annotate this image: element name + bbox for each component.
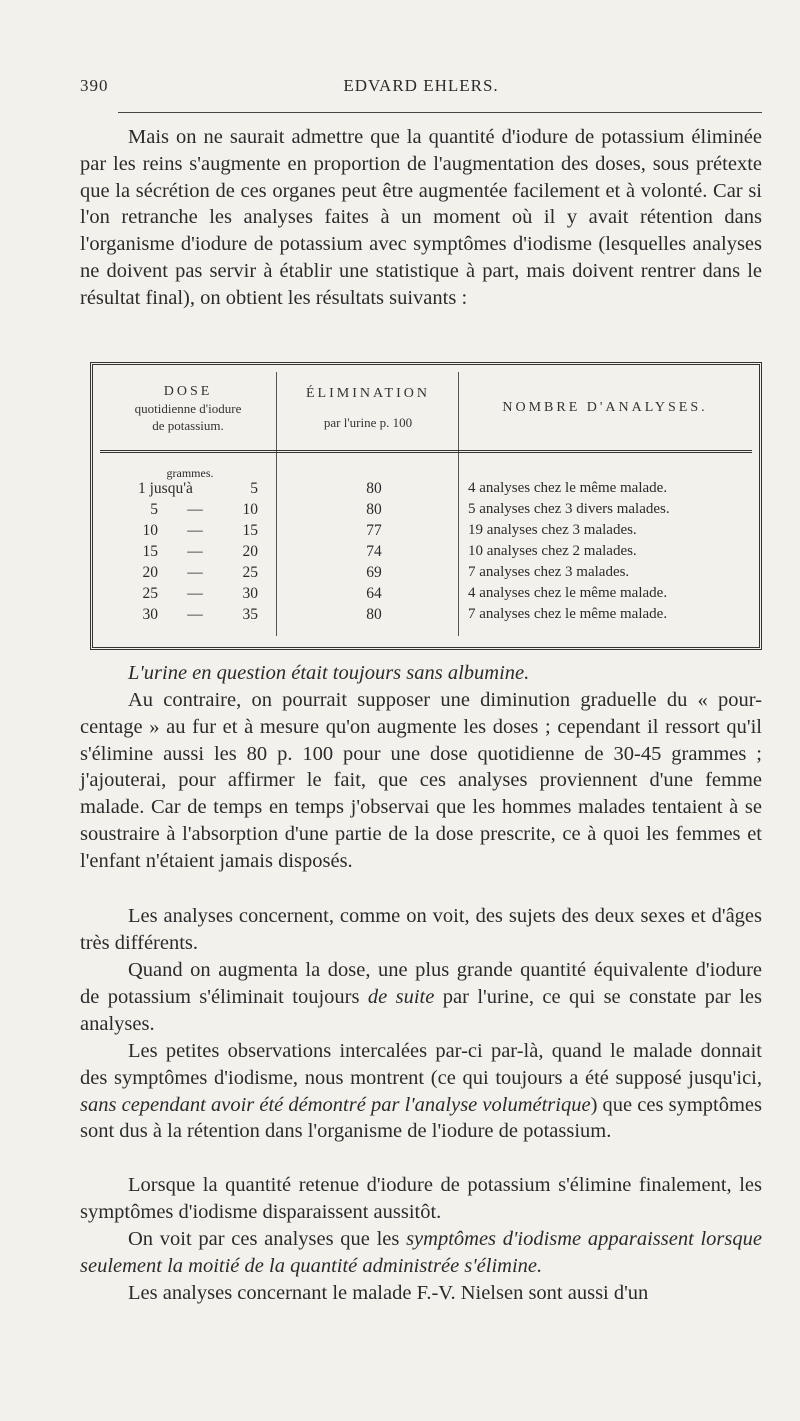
dose-to: 15	[242, 522, 258, 539]
dose-to: 10	[242, 501, 258, 518]
p5-after: ) que ces symptômes sont dus à la rétention dans l'organisme de l'iodure de potassium.	[80, 1093, 762, 1143]
table-row	[100, 564, 760, 586]
dose-dash: —	[187, 585, 203, 602]
p4-before: Quand on augmenta la dose, une plus grande quantité équivalente d'iodure de potassium s'éliminait toujours	[80, 959, 762, 1008]
paragraph-intro: Mais on ne saurait admettre que la quantité d'iodure de potassium éliminée par les reins s'augmente en proportion de l'augmentation des doses, sous prétexte que la sécrétion de ces organes peut être augmentée facilement et à volonté. Car si l'on retranche les analyses faites à un moment où il y avait rétention dans l'organisme d'iodure de potassium avec symptômes d'iodisme (lesquelles analyses ne doivent pas servir à établir une statistique à part, mais doivent rentrer dans le résultat final), on obtient les résultats suivants :	[80, 126, 762, 309]
elimination-value: 74	[366, 543, 382, 560]
analyses-count: 7 analyses chez 3 malades.	[468, 564, 630, 580]
header-elimination	[278, 386, 458, 431]
paragraph-contrary: Au contraire, on pourrait supposer une diminution graduelle du « pour-centage » au fur et à mesure qu'on augmente les doses ; cependant il ressort qu'il s'élimine aussi les 80 p. 100 pour une dose quotidienne de 30-45 grammes ; j'ajouterai, pour affirmer le fait, que ces analyses proviennent d'une femme malade. Car de temps en temps j'observai que les hommes malades tentaient à se soustraire à l'absorption d'une partie de la dose prescrite, ce à quoi les femmes et l'enfant n'étaient jamais disposés.	[80, 689, 762, 872]
header-rule	[118, 112, 762, 113]
elimination-value: 64	[366, 585, 382, 602]
analyses-count: 19 analyses chez 3 malades.	[468, 522, 637, 538]
table-row	[100, 585, 760, 607]
header-dose-title: DOSE	[163, 384, 213, 399]
header-dose-sub1: quotidienne d'iodure	[134, 401, 242, 416]
header-elimination-sub: par l'urine p. 100	[323, 415, 413, 430]
dose-from: 30	[142, 606, 158, 623]
p5-before: Les petites observations intercalées par-ci par-là, quand le malade donnait des symptômes d'iodisme, nous montrent (ce qui toujours a été supposé jusqu'ici,	[80, 1040, 762, 1089]
header-dose-sub2: de potassium.	[152, 418, 224, 433]
running-title: EDVARD EHLERS.	[343, 76, 499, 95]
paragraph-dose-increase	[80, 957, 762, 1037]
dose-dash: —	[187, 606, 203, 623]
elimination-value: 80	[366, 501, 382, 518]
table-unit: grammes.	[166, 466, 214, 480]
italic-note: L'urine en question était toujours sans albumine.	[128, 662, 530, 684]
page-header	[80, 76, 762, 102]
elimination-value: 80	[366, 480, 382, 497]
table-row	[100, 501, 760, 523]
paragraph-subjects: Les analyses concernent, comme on voit, des sujets des deux sexes et d'âges très différents.	[80, 905, 762, 954]
dose-dash: —	[187, 564, 203, 581]
elimination-value: 77	[366, 522, 382, 539]
analyses-count: 4 analyses chez le même malade.	[468, 585, 668, 601]
table-row	[100, 606, 760, 628]
dose-from: 10	[142, 522, 158, 539]
elimination-value: 69	[366, 564, 382, 581]
dose-dash: —	[187, 522, 203, 539]
table-row	[100, 480, 760, 502]
dose-from: 5	[150, 501, 158, 518]
dose-from: 25	[142, 585, 158, 602]
dose-dash: —	[187, 543, 203, 560]
p5-italic: sans cependant avoir été démontré par l'analyse volumétrique	[80, 1093, 591, 1116]
dose-to: 35	[242, 606, 258, 623]
dose-to: 30	[242, 585, 258, 602]
dose-to: 20	[242, 543, 258, 560]
p4-after: par l'urine, ce qui se constate par les analyses.	[80, 985, 762, 1035]
paragraph-conclusion	[80, 1226, 762, 1280]
header-analyses	[460, 400, 750, 416]
table-header-rule	[100, 450, 752, 453]
paragraph-nielsen: Les analyses concernant le malade F.-V. Nielsen sont aussi d'un	[128, 1282, 649, 1304]
dose-from: 20	[142, 564, 158, 581]
analyses-count: 10 analyses chez 2 malades.	[468, 543, 637, 559]
analyses-count: 7 analyses chez le même malade.	[468, 606, 668, 622]
paragraph-observations	[80, 1038, 762, 1145]
p7-italic: symptômes d'iodisme apparaissent lorsque seulement la moitié de la quantité administrée s'élimine.	[80, 1228, 762, 1277]
paragraph-retention: Lorsque la quantité retenue d'iodure de potassium s'élimine finalement, les symptômes d'iodisme disparaissent aussitôt.	[80, 1174, 762, 1223]
table-row	[100, 543, 760, 565]
dose-from: 15	[142, 543, 158, 560]
table-row	[100, 522, 760, 544]
header-elimination-title: ÉLIMINATION	[306, 386, 430, 401]
dose-from: 1 jusqu'à	[138, 480, 193, 497]
p4-italic: de suite	[367, 985, 435, 1008]
p7-before: On voit par ces analyses que les	[128, 1228, 407, 1250]
page-number: 390	[80, 76, 109, 95]
header-analyses-title: NOMBRE D'ANALYSES.	[502, 400, 708, 415]
elimination-value: 80	[366, 606, 382, 623]
header-dose	[100, 384, 276, 434]
analyses-count: 5 analyses chez 3 divers malades.	[468, 501, 670, 517]
dose-to: 25	[242, 564, 258, 581]
dose-to: 5	[250, 480, 258, 497]
dose-dash: —	[187, 501, 203, 518]
analyses-count: 4 analyses chez le même malade.	[468, 480, 668, 496]
